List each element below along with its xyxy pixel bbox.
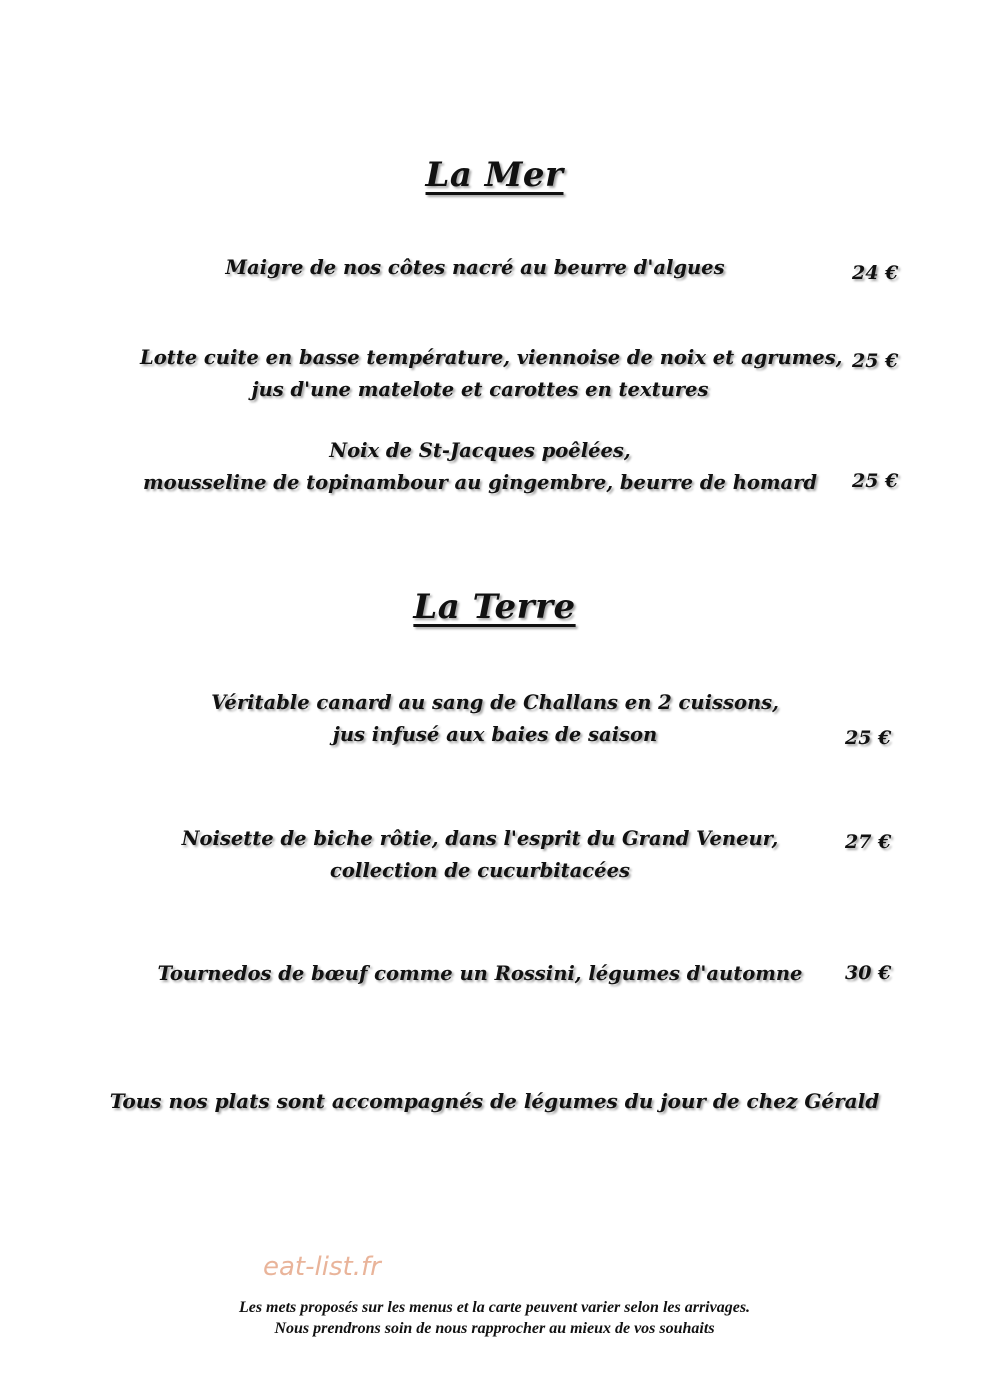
dish-tournedos <box>140 958 820 990</box>
section-title-la-terre: La Terre <box>413 587 576 627</box>
dish-price: 30 € <box>845 962 892 984</box>
dish-line: Noisette de biche rôtie, dans l'esprit du Grand Veneur, <box>181 827 779 850</box>
footer-line: Nous prendrons soin de nous rapprocher au mieux de vos souhaits <box>274 1320 715 1337</box>
dish-line: jus infusé aux baies de saison <box>332 723 658 746</box>
dish-line: Lotte cuite en basse température, viennoise de noix et agrumes, <box>140 346 843 369</box>
dish-price: 27 € <box>845 831 892 853</box>
dish-line: jus d'une matelote et carottes en textures <box>251 378 709 401</box>
dish-price: 25 € <box>852 470 899 492</box>
dish-price: 25 € <box>845 727 892 749</box>
dish-price: 25 € <box>852 350 899 372</box>
dish-biche <box>140 823 820 887</box>
dish-canard <box>150 687 840 751</box>
section-title-la-mer: La Mer <box>425 155 564 195</box>
dish-line: Tournedos de bœuf comme un Rossini, légumes d'automne <box>157 962 803 985</box>
dish-line: mousseline de topinambour au gingembre, beurre de homard <box>142 471 818 494</box>
vegetables-note: Tous nos plats sont accompagnés de légumes du jour de chez Gérald <box>109 1089 880 1113</box>
footer-line: Les mets proposés sur les menus et la carte peuvent varier selon les arrivages. <box>238 1299 751 1316</box>
watermark: eat-list.fr <box>263 1252 381 1282</box>
dish-line: Maigre de nos côtes nacré au beurre d'algues <box>225 256 725 279</box>
dish-line: Noix de St-Jacques poêlées, <box>329 439 631 462</box>
dish-price: 24 € <box>852 262 899 284</box>
footer-disclaimer <box>0 1297 989 1339</box>
dish-maigre <box>150 252 800 284</box>
dish-line: Véritable canard au sang de Challans en 2 cuissons, <box>211 691 779 714</box>
dish-st-jacques <box>140 435 820 499</box>
dish-line: collection de cucurbitacées <box>330 859 630 882</box>
dish-lotte <box>140 342 843 406</box>
